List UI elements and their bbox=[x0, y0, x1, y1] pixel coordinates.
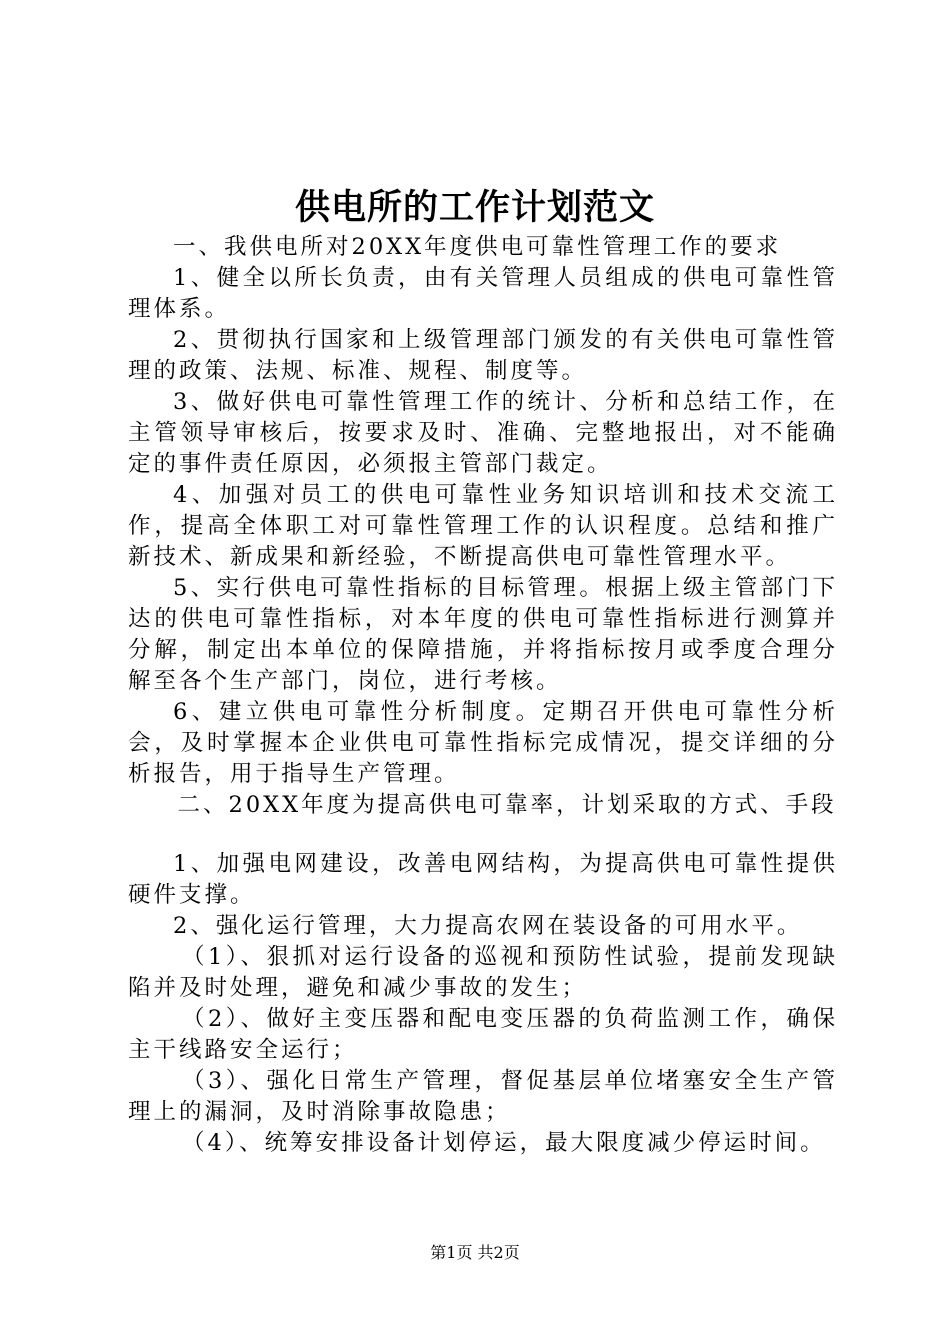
paragraph-item-1: 1、健全以所长负责，由有关管理人员组成的供电可靠性管理体系。 bbox=[128, 265, 838, 322]
paragraph-item-6: 6、建立供电可靠性分析制度。定期召开供电可靠性分析会，及时掌握本企业供电可靠性指标完成情况，提交详细的分析报告，用于指导生产管理。 bbox=[128, 699, 838, 787]
paragraph-item-3: 3、做好供电可靠性管理工作的统计、分析和总结工作，在主管领导审核后，按要求及时、准确、完整地报出，对不能确定的事件责任原因，必须报主管部门裁定。 bbox=[128, 389, 838, 477]
document-body bbox=[128, 232, 838, 1159]
section-heading-1: 一、我供电所对20XX年度供电可靠性管理工作的要求 bbox=[173, 234, 782, 260]
paragraph-item-5: 5、实行供电可靠性指标的目标管理。根据上级主管部门下达的供电可靠性指标，对本年度的供电可靠性指标进行测算并分解，制定出本单位的保障措施，并将指标按月或季度合理分解至各个生产部门，岗位，进行考核。 bbox=[128, 575, 838, 694]
paragraph-item-4: 4、加强对员工的供电可靠性业务知识培训和技术交流工作，提高全体职工对可靠性管理工作的认识程度。总结和推广新技术、新成果和新经验，不断提高供电可靠性管理水平。 bbox=[128, 482, 838, 570]
section-heading-2: 二、20XX年度为提高供电可靠率，计划采取的方式、手段 bbox=[177, 792, 837, 818]
paragraph-sub-4: （4）、统筹安排设备计划停运，最大限度减少停运时间。 bbox=[182, 1130, 826, 1156]
paragraph-sub-1: （1）、狠抓对运行设备的巡视和预防性试验，提前发现缺陷并及时处理，避免和减少事故的发生； bbox=[128, 944, 838, 1001]
paragraph-sub-3: （3）、强化日常生产管理，督促基层单位堵塞安全生产管理上的漏洞，及时消除事故隐患； bbox=[128, 1068, 838, 1125]
document-title: 供电所的工作计划范文 bbox=[294, 187, 655, 228]
paragraph-item-2: 2、贯彻执行国家和上级管理部门颁发的有关供电可靠性管理的政策、法规、标准、规程、制度等。 bbox=[128, 327, 838, 384]
page-footer: 第1页 共2页 bbox=[430, 1243, 520, 1262]
paragraph-measure-2: 2、强化运行管理，大力提高农网在装设备的可用水平。 bbox=[173, 913, 803, 939]
paragraph-sub-2: （2）、做好主变压器和配电变压器的负荷监测工作，确保主干线路安全运行； bbox=[128, 1006, 838, 1063]
paragraph-measure-1: 1、加强电网建设，改善电网结构，为提高供电可靠性提供硬件支撑。 bbox=[128, 851, 838, 908]
